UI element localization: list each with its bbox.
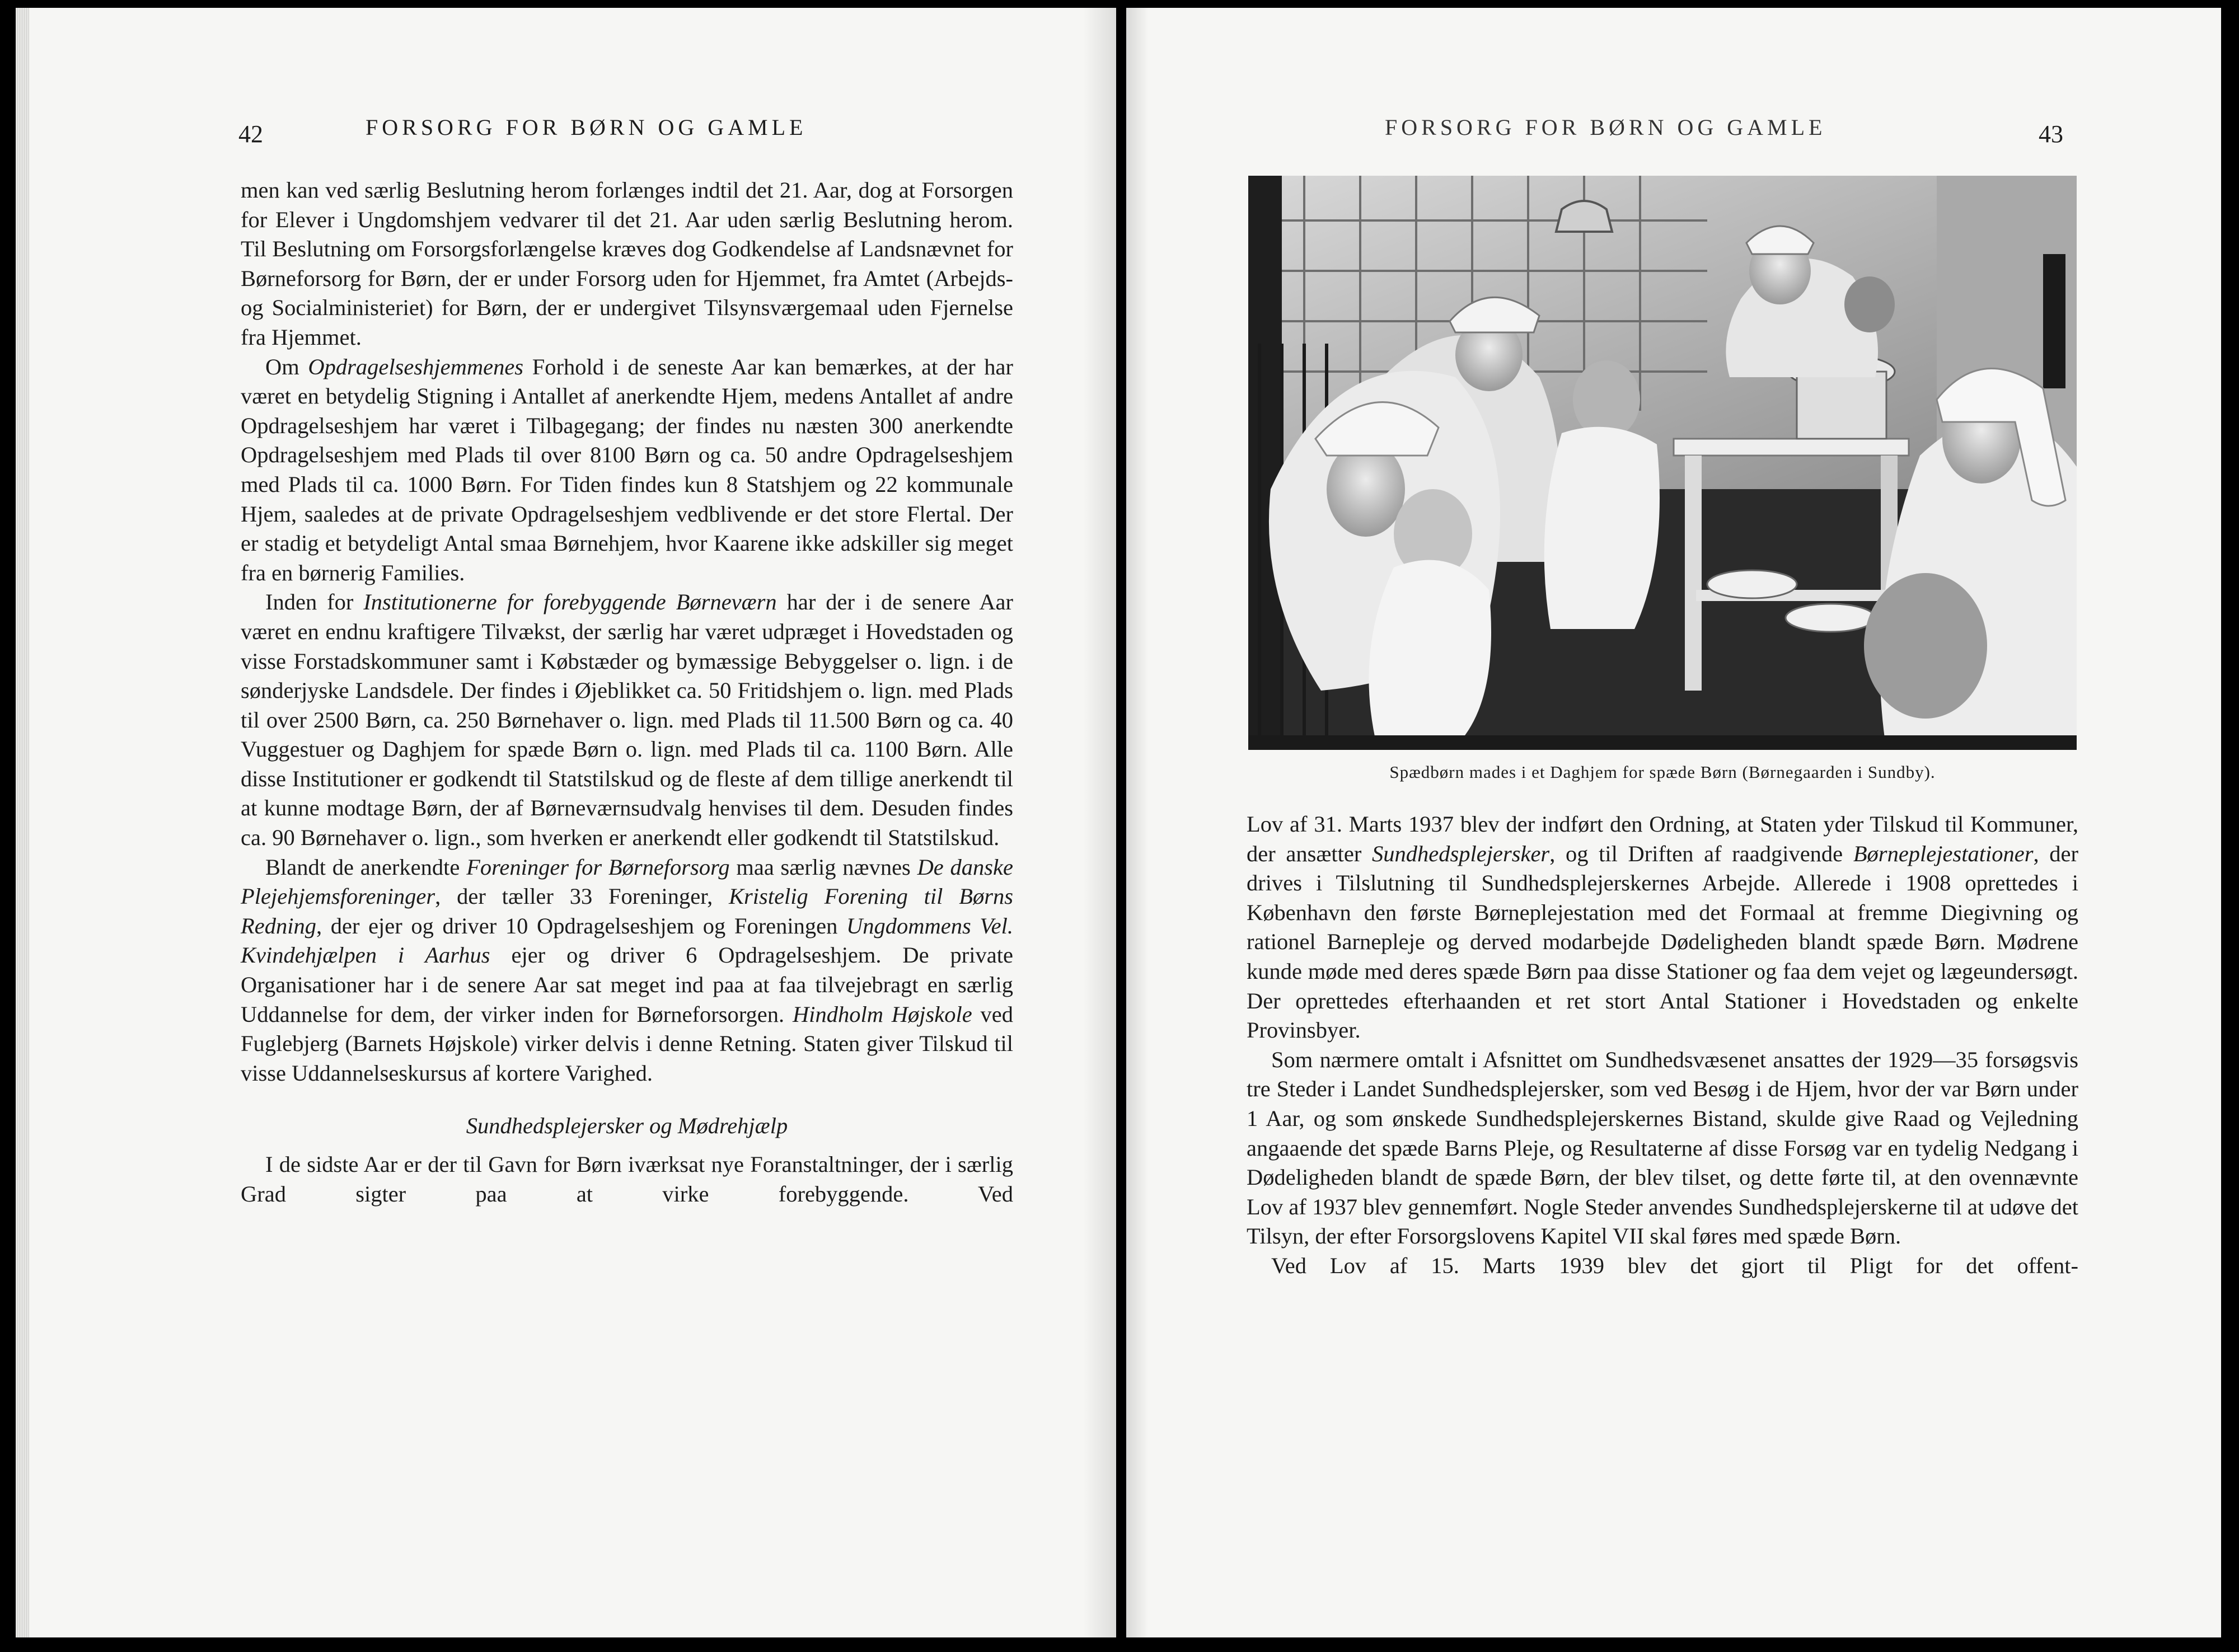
spine-shadow: [1126, 8, 1149, 1637]
body-paragraph: [1247, 1045, 2078, 1251]
text-run: Lov af 31. Marts 1937 blev der indført den Ordning, at Staten yder Tilskud til Kommuner, der ansætter: [1247, 811, 2078, 866]
photo-caption: Spædbørn mades i et Daghjem for spæde Børn (Børnegaarden i Sundby).: [1389, 762, 1936, 782]
italic-run: De danske Plejehjemsforeninger: [241, 854, 1013, 909]
nursery-photograph: [1248, 176, 2077, 750]
left-paragraphs: [241, 176, 1013, 1088]
italic-run: Institutionerne for forebyggende Børneværn: [363, 589, 777, 615]
section-subheading: Sundhedsplejersker og Mødrehjælp: [466, 1113, 788, 1139]
right-paragraphs: [1247, 810, 2078, 1251]
body-paragraph: [1247, 810, 2078, 1045]
italic-run: Hindholm Højskole: [792, 1001, 972, 1027]
page-edge: [16, 8, 29, 1637]
italic-run: Ungdommens Vel. Kvindehjælpen i Aarhus: [241, 913, 1013, 968]
italic-run: Foreninger for Børneforsorg: [466, 854, 730, 880]
body-paragraph: [241, 853, 1013, 1088]
text-run: Som nærmere omtalt i Afsnittet om Sundhedsvæsenet ansattes der 1929—35 forsøgsvis tre Steder i Landet Sundhedsplejersker, som ved Besøg i de Hjem, hvor der var Børn under 1 Aar, og som ønskede Sundhedsplejerskernes Bistand, skulde give Raad og Vejledning angaaende det spæde Barns Pleje, og Resultaterne af disse Forsøg var en tydelig Nedgang i Dødeligheden blandt de spæde Børn, der blev tilset, og dette førte til, at den ovennævnte Lov af 1937 blev gennemført. Nogle Steder anvendes Sundhedsplejerskerne til at udøve det Tilsyn, der efter Forsorgslovens Kapitel VII skal føres med spæde Børn.: [1247, 1046, 2078, 1249]
left-page: [16, 8, 1116, 1637]
italic-run: Børneplejestationer: [1853, 841, 2034, 866]
right-page: [1126, 8, 2221, 1637]
text-run: men kan ved særlig Beslutning herom forlænges indtil det 21. Aar, dog at Forsorgen for Elever i Ungdomshjem vedvarer til det 21. Aar uden særlig Beslutning herom. Til Beslutning om Forsorgsforlængelse kræves dog Godkendelse af Landsnævnet for Børneforsorg for Børn, der er under Forsorg uden for Hjemmet, fra Amtet (Arbejds- og Socialministeriet) for Børn, der er undergivet Tilsynsværgemaal uden Fjernelse fra Hjemmet.: [241, 177, 1013, 350]
text-run: Blandt de anerkendte: [265, 854, 467, 880]
text-run: ejer og driver 6 Opdragelseshjem. De private Organisationer har i de senere Aar sat meget ind paa at faa tilvejebragt en særlig Uddannelse for dem, der virker inden for Børneforsorgen.: [241, 942, 1013, 1027]
text-run: Om: [265, 354, 308, 379]
body-paragraph: [241, 353, 1013, 588]
page-number-right: 43: [2039, 120, 2063, 148]
running-head-left: FORSORG FOR BØRN OG GAMLE: [366, 115, 807, 140]
text-run: Forhold i de seneste Aar kan bemærkes, at der har været en betydelig Stigning i Antallet af anerkendte Hjem, medens Antallet af andre Opdragelseshjem har været i Tilbagegang; der findes nu næsten 300 anerkendte Opdragelseshjem med Plads til over 8100 Børn og ca. 50 andre Opdragelseshjem med Plads til ca. 1000 Børn. For Tiden findes kun 8 Statshjem og 22 kommunale Hjem, saaledes at de private Opdragelseshjem vedblivende er det store Flertal. Der er stadig et betydeligt Antal smaa Børnehjem, hvor Kaarene ikke adskiller sig meget fra en børnerig Families.: [241, 354, 1014, 585]
right-final-paragraph: Ved Lov af 15. Marts 1939 blev det gjort til Pligt for det offent-: [1271, 1252, 2078, 1278]
text-run: har der i de senere Aar været en endnu kraftigere Tilvækst, der særlig har været udpræget i Hovedstaden og visse Forstadskommuner samt i Købstæder og bymæssige Bebyggelser o. lign. i de sønderjyske Landsdele. Der findes i Øjeblikket ca. 50 Fritidshjem o. lign. med Plads til over 2500 Børn, ca. 250 Børnehaver o. lign. med Plads til 11.500 Børn og ca. 40 Vuggestuer og Daghjem for spæde Børn o. lign. med Plads til ca. 1100 Børn. Alle disse Institutioner er godkendt til Statstilskud og de fleste af dem tillige anerkendt til at kunne modtage Børn, der af Børneværnsudvalg henvises til dem. Desuden findes ca. 90 Børnehaver o. lign., som hverken er anerkendt eller godkendt til Statstilskud.: [241, 589, 1013, 851]
text-run: , og til Driften af raadgivende: [1549, 841, 1853, 866]
italic-run: Sundhedsplejersker: [1372, 841, 1550, 866]
text-run: maa særlig nævnes: [729, 854, 917, 880]
text-run: Inden for: [265, 589, 364, 615]
running-head-right: FORSORG FOR BØRN OG GAMLE: [1385, 115, 1826, 140]
text-run: , der tæller 33 Foreninger,: [435, 884, 729, 909]
page-number-left: 42: [238, 120, 263, 148]
text-run: , der ejer og driver 10 Opdragelseshjem og Foreningen: [316, 913, 847, 938]
body-paragraph: [241, 176, 1013, 353]
right-body-text: [1247, 810, 2078, 1281]
left-body-text: [241, 176, 1013, 1209]
italic-run: Opdragelseshjemmenes: [308, 354, 524, 379]
text-run: , der drives i Tilslutning til Sundhedsplejerskernes Arbejde. Allerede i 1908 oprettedes i København den første Børneplejestation med det Formaal at fremme Diegivning og rationel Barnepleje og derved modarbejde Dødeligheden blandt spæde Børn. Mødrene kunde møde med deres spæde Børn paa disse Stationer og faa dem vejet og lægeundersøgt. Der oprettedes efterhaanden et ret stort Antal Stationer i Hovedstaden og enkelte Provinsbyer.: [1247, 841, 2078, 1043]
table-top: [1674, 439, 1909, 456]
italic-run: Kristelig Forening til Børns Redning: [241, 884, 1013, 938]
text-run: ved Fuglebjerg (Barnets Højskole) virker delvis i denne Retning. Staten giver Tilskud til visse Uddannelseskursus af kortere Varighed.: [241, 1001, 1014, 1086]
left-final-paragraph: I de sidste Aar er der til Gavn for Børn iværksat nye Foranstaltninger, der i særlig Grad sigter paa at virke forebyggende. Ved: [241, 1152, 1013, 1207]
body-paragraph: [241, 588, 1013, 852]
spine-shadow: [1083, 8, 1116, 1637]
